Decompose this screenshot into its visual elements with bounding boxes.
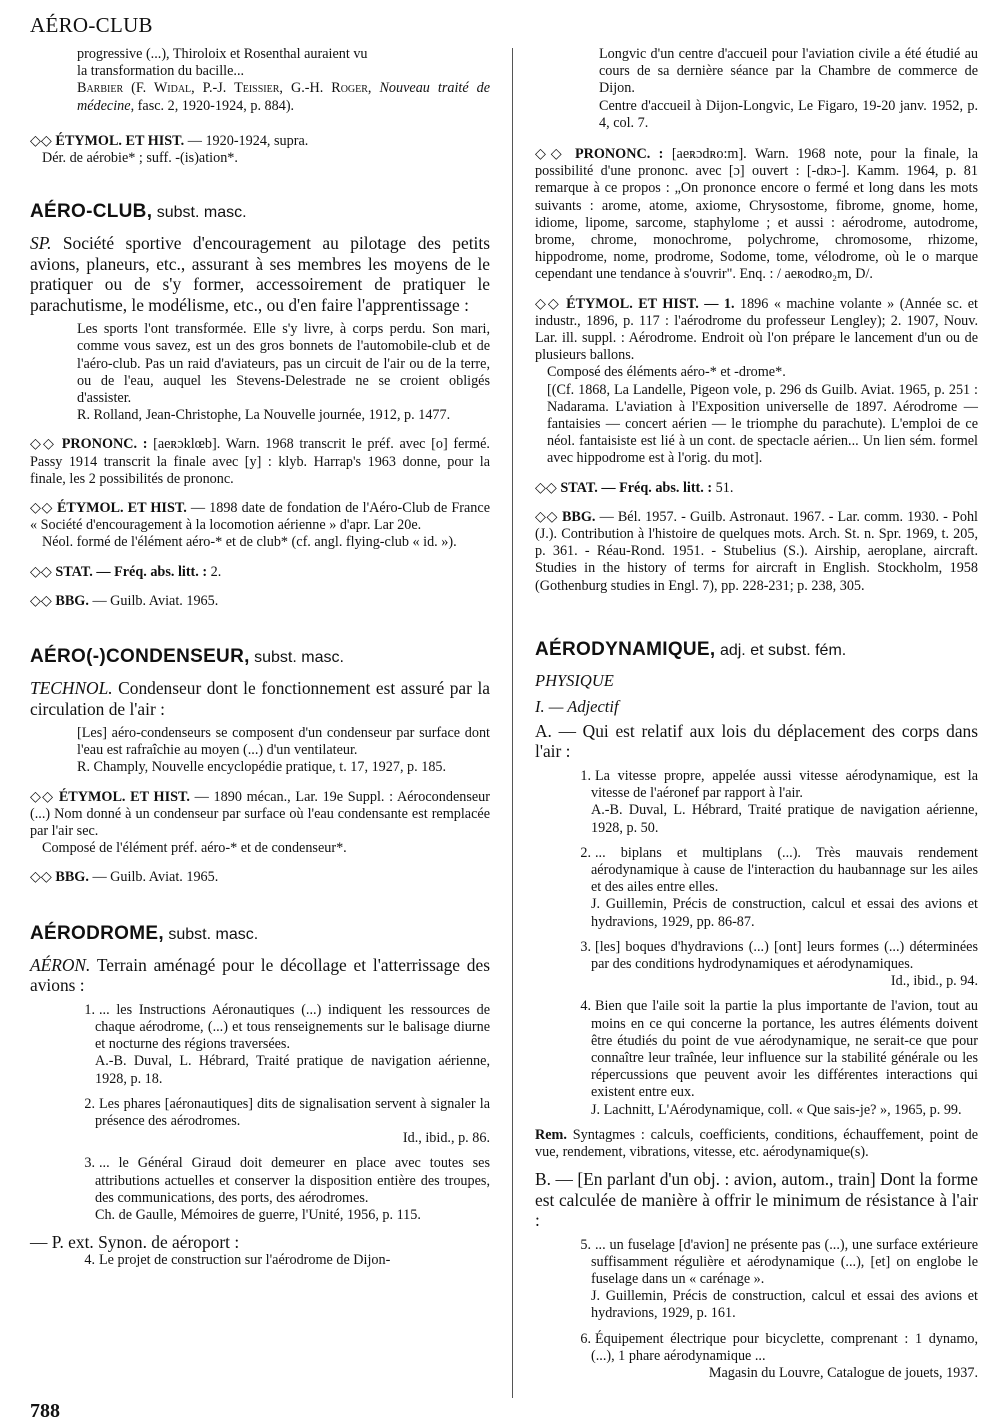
quote-source: J. Guillemin, Précis de construction, calcul et essai des avions et hydravions, 1929, p. 161.: [591, 1288, 978, 1322]
headword: AÉRODROME,: [30, 922, 164, 944]
pronunciation-note: [535, 146, 978, 284]
example-number: 1.: [84, 1001, 95, 1018]
note-heading: ◇◇ BBG.: [30, 869, 89, 886]
entry-heading: [535, 639, 978, 661]
note-text: 51.: [712, 479, 734, 496]
bibliography-note: [30, 869, 490, 886]
remark-text: Syntagmes : calculs, coefficients, conditions, échauffement, point de vue, rendement, vibrations, vitesse, etc. aérodynamique(s).: [535, 1126, 978, 1160]
page-number: 788: [30, 1400, 60, 1422]
example-number: 5.: [580, 1236, 591, 1253]
running-head: AÉRO-CLUB: [30, 13, 153, 37]
top-quote-source: [77, 80, 490, 114]
example-number: 3.: [580, 938, 591, 955]
note-text: — 1898 date de fondation de l'Aéro-Club de France « Société d'encouragement à la locomotion aérienne » d'apr. Lar 20e.: [30, 500, 490, 534]
example-list: [84, 1001, 490, 1224]
domain-label: TECHNOL.: [30, 678, 113, 699]
extension-label: — P. ext. Synon. de aéroport :: [30, 1232, 240, 1253]
note-text: [aeʀɔklœb]. Warn. 1968 transcrit le préf. avec [o] fermé. Passy 1914 transcrit la finale avec [y] : klyb. Harrap's 1963 donne, pour la finale, les 2 possibilités de prononc.: [30, 436, 490, 487]
section-label: I. — Adjectif: [535, 696, 619, 716]
column-divider: [512, 48, 513, 1398]
note-heading: ◇◇ ÉTYMOL. ET HIST.: [30, 132, 185, 149]
example-item: [580, 1330, 978, 1383]
note-heading: ◇◇ ÉTYMOL. ET HIST.: [30, 500, 187, 517]
note-text: — 1890 mécan., Lar. 19e Suppl. : Aérocondenseur (...) Nom donné à un condenseur par surface où l'eau condensante est remplacée par l'air sec.: [30, 788, 490, 840]
definition: A. — Qui est relatif aux lois du déplacement des corps dans l'air :: [535, 720, 978, 762]
example-item: [580, 767, 978, 837]
example-item: [84, 1001, 490, 1088]
quote-text: 1. ... les Instructions Aéronautiques (...) indiquent les ressources de chaque aérodrome, (...) et tous renseignements sur le balisage diurne et nocturne des régions traversées.: [95, 1002, 490, 1054]
example-number: 6.: [580, 1330, 591, 1347]
note-text: [aeʀɔdʀo:m]. Warn. 1968 note, pour la finale, la possibilité d'une prononc. avec [ɔ] ouvert : [-dʀɔ-]. Kamm. 1964, p. 81 remarque à ce propos : „On prononce encore o fermé et long dans les mots suivants : arome, atome, axiome, Chrysostome, fibrome, gnome, home, idiome, lipome, sarcome, staphylome ; et aussi : aérodrome, autodrome, brome, chrome, monochrome, polychrome, chromosome, rhizome, hippodrome, nome, prodrome, Sodome, tome, vélodrome, où le o marque cependant une tendance à s'ouvrir". Enq. : / aeʀodʀo₂m, D/.: [535, 146, 978, 283]
entry-heading: [30, 201, 490, 223]
note-heading: ◇◇ ÉTYMOL. ET HIST. — 1.: [535, 295, 735, 312]
example-number: 4.: [580, 998, 591, 1015]
note-heading: ◇◇ STAT. — Fréq. abs. litt. :: [30, 563, 208, 580]
definition-text: Condenseur dont le fonctionnement est assuré par la circulation de l'air :: [30, 678, 490, 719]
example-list: [580, 1236, 978, 1383]
top-quote: [599, 46, 978, 132]
top-quote-line: progressive (...), Thiroloix et Rosenthal auraient vu: [77, 46, 368, 62]
quote-text: 3. [les] boques d'hydravions (...) [ont] leurs formes (...) déterminées par des conditions hydrodynamiques et aérodynamiques.: [591, 939, 978, 973]
note-text: — Guilb. Aviat. 1965.: [88, 869, 219, 886]
quote-source: A.-B. Duval, L. Hébrard, Traité pratique de navigation aérienne, 1928, p. 50.: [591, 802, 978, 836]
quote-source: Magasin du Louvre, Catalogue de jouets, 1937.: [708, 1365, 978, 1382]
note-heading: ◇◇ ÉTYMOL. ET HIST.: [30, 788, 190, 805]
source-author: Barbier (F. Widal, P.-J. Teissier, G.-H. Roger,: [77, 80, 380, 97]
quote-source: R. Champly, Nouvelle encyclopédie pratique, t. 17, 1927, p. 185.: [77, 759, 447, 776]
note-text: Composé de l'élément préf. aéro-* et de condenseur*.: [42, 840, 347, 857]
quote-source: Id., ibid., p. 94.: [890, 973, 978, 990]
definition: [30, 955, 490, 996]
headword: AÉRO-CLUB,: [30, 201, 153, 223]
example-item: [580, 998, 978, 1118]
quote-text: [Les] aéro-condenseurs se composent d'un condenseur par surface dont l'eau est rafraîchie au moyen (...) d'un ventilateur.: [77, 725, 490, 759]
example-number: 1.: [580, 767, 591, 784]
note-text: Néol. formé de l'élément aéro-* et de club* (cf. angl. flying-club « id. »).: [42, 534, 457, 551]
quote-source: R. Rolland, Jean-Christophe, La Nouvelle journée, 1912, p. 1477.: [77, 407, 451, 424]
bibliography-note: [30, 593, 490, 610]
domain-label: PHYSIQUE: [535, 670, 614, 690]
bibliography-note: [535, 509, 978, 595]
example-number: 2.: [84, 1095, 95, 1112]
left-column: [30, 46, 490, 1269]
quote-text: 4. Bien que l'aile soit la partie la plus importante de l'avion, tout au moins en ce qui concerne la portance, les autres éléments doivent être étudiés du point de vue aérodynamique, ne serait-ce que pour connaître leur traînée, leur influence sur la stabilité générale ou les répercussions que peuvent avoir les différentes interactions qui existent entre eux.: [591, 998, 978, 1101]
note-heading: ◇◇ STAT. — Fréq. abs. litt. :: [535, 479, 713, 496]
quote-source: J. Guillemin, Précis de construction, calcul et essai des avions et hydravions, 1929, pp. 86-87.: [591, 896, 978, 930]
quote-source: A.-B. Duval, L. Hébrard, Traité pratique de navigation aérienne, 1928, p. 18.: [95, 1053, 490, 1087]
etymology-note: [30, 789, 490, 858]
remark: [535, 1127, 978, 1161]
note-heading: ◇◇ PRONONC. :: [30, 436, 148, 453]
source-details: , fasc. 2, 1920-1924, p. 884).: [130, 97, 295, 114]
quote-text: 1. La vitesse propre, appelée aussi vitesse aérodynamique, est la vitesse de l'aéronef par rapport à l'air.: [591, 768, 978, 802]
domain-label: SP.: [30, 233, 52, 254]
definition: [30, 678, 490, 719]
example-item: [580, 1236, 978, 1323]
domain-label: AÉRON.: [30, 954, 91, 975]
statistics-note: [30, 564, 490, 581]
note-text: — Bél. 1957. - Guilb. Astronaut. 1967. - Lar. comm. 1930. - Pohl (J.). Contribution à l'histoire de quelques mots. Arch. St. n. Spr. 1969, t. 205, p. 361. - Réau-Rond. 1951. - Stubelius (S.). Airship, aeroplane, aircraft. Studies in the history of terms for aircraft in English. Stockholm, 1958 (Gothenburg studies in Engl. 7), pp. 228-231; p. 238, 305.: [535, 508, 978, 594]
example-item: [84, 1252, 490, 1269]
quote-text: 5. ... un fuselage [d'avion] ne présente pas (...), une surface extérieure suffisamment régulière et aérodynamique (...), [et] on englobe le fuselage dans un « carénage ».: [591, 1237, 978, 1289]
definition: B. — [En parlant d'un obj. : avion, autom., train] Dont la forme est calculée de manière à offrir le minimum de résistance à l'air :: [535, 1169, 978, 1231]
entry-heading: [30, 923, 490, 945]
note-heading: ◇◇ BBG.: [535, 508, 596, 525]
quote-text: Longvic d'un centre d'accueil pour l'aviation civile a été étudié au cours de sa dernière séance par la Chambre de commerce de Dijon.: [599, 46, 978, 97]
definition-text: Société sportive d'encouragement au pilotage des petits avions, planeurs, etc., assurant à ses membres les moyens de le pratiquer ou de s'y former, accessoirement de pratiquer le parachutisme, le modélisme, etc., ou d'en faire l'apprentissage :: [30, 233, 490, 315]
grammar-label: subst. masc.: [163, 925, 259, 943]
example-item: [580, 844, 978, 931]
example-number: 3.: [84, 1155, 95, 1172]
example-number: 4.: [84, 1252, 95, 1269]
example-quote: [77, 725, 490, 777]
grammar-label: subst. masc.: [152, 204, 247, 222]
note-text: Dér. de aérobie* ; suff. -(is)ation*.: [42, 150, 238, 167]
headword: AÉRO(-)CONDENSEUR,: [30, 646, 250, 668]
etymology-note: [30, 133, 490, 167]
note-heading: ◇◇ PRONONC. :: [535, 146, 664, 163]
grammar-label: adj. et subst. fém.: [715, 641, 847, 659]
example-list: [580, 767, 978, 1119]
quote-source: Ch. de Gaulle, Mémoires de guerre, l'Unité, 1956, p. 115.: [95, 1206, 421, 1223]
etymology-note: [535, 296, 978, 468]
example-item: [84, 1155, 490, 1224]
entry-heading: [30, 646, 490, 668]
pronunciation-note: [30, 436, 490, 488]
remark-heading: Rem.: [535, 1126, 567, 1143]
example-quote: [77, 321, 490, 424]
example-number: 2.: [580, 844, 591, 861]
definition-text: Terrain aménagé pour le décollage et l'atterrissage des avions :: [30, 954, 490, 996]
quote-text: Les sports l'ont transformée. Elle s'y livre, à corps perdu. Son mari, comme vous savez, est un des gros bonnets de l'automobile-club et de l'aéro-club. Pas un raid d'aviateurs, pas un circuit de l'air ou de la terre, ou de l'eau, auquel les Stevens-Delestrade ne se croient obligés d'assister.: [77, 321, 490, 407]
note-text: — Guilb. Aviat. 1965.: [88, 592, 219, 609]
note-text: 1896 « machine volante » (Année sc. et industr., 1896, p. 117 : l'aérodrome du professeur Lengley); 2. 1907, Nouv. Lar. ill. suppl. : Aérodrome. Endroit où l'on prépare le lancement d'un ou de plusieurs ballons.: [535, 295, 978, 364]
etymology-note: [30, 500, 490, 552]
note-text: [(Cf. 1868, La Landelle, Pigeon vole, p. 296 ds Guilb. Aviat. 1965, p. 251 : Nadarama. L'aviation à l'Exposition universelle de 1897. Aérodrome — fantaisies — concert aérien — le triomphe du parachute). L'emploi de ce néol. fantaisiste est lié à un cont. de spectacle aérien... Un lien sém. formel avec hippodrome est à l'orig. du mot].: [547, 381, 978, 467]
quote-text: Le projet de construction sur l'aérodrome de Dijon-: [99, 1252, 391, 1269]
note-heading: ◇◇ BBG.: [30, 592, 89, 609]
top-quote: [77, 46, 490, 115]
example-item: [84, 1095, 490, 1148]
quote-source: Centre d'accueil à Dijon-Longvic, Le Figaro, 19-20 janv. 1952, p. 4, col. 7.: [599, 97, 978, 131]
source-title: Nouveau traité de médecine: [77, 80, 491, 114]
example-item: [580, 938, 978, 991]
right-column: [535, 46, 978, 1390]
quote-source: Id., ibid., p. 86.: [402, 1130, 490, 1147]
quote-text: 6. Équipement électrique pour bicyclette, comprenant : 1 dynamo, (...), 1 phare aérodynamique ...: [591, 1331, 978, 1365]
definition: [30, 233, 490, 315]
quote-text: 2. ... biplans et multiplans (...). Très mauvais rendement aérodynamique à cause de l'interaction du haubannage sur les ailes et des ailes entre elles.: [591, 845, 978, 897]
note-text: 2.: [207, 563, 222, 580]
quote-text: 3. ... le Général Giraud doit demeurer en place avec toutes ses attributions actuelles et conserver la disposition entière des troupes, des communications, des ports, des aérodromes.: [95, 1155, 490, 1207]
top-quote-line: la transformation du bacille...: [77, 63, 245, 80]
quote-source: J. Lachnitt, L'Aérodynamique, coll. « Que sais-je? », 1965, p. 99.: [591, 1101, 962, 1118]
note-text: Composé des éléments aéro-* et -drome*.: [547, 364, 786, 381]
statistics-note: [535, 480, 978, 497]
note-text: — 1920-1924, supra.: [184, 132, 309, 149]
grammar-label: subst. masc.: [249, 649, 344, 667]
headword: AÉRODYNAMIQUE,: [535, 638, 716, 660]
quote-text: 2. Les phares [aéronautiques] dits de signalisation servent à signaler la présence des aérodromes.: [95, 1096, 490, 1130]
